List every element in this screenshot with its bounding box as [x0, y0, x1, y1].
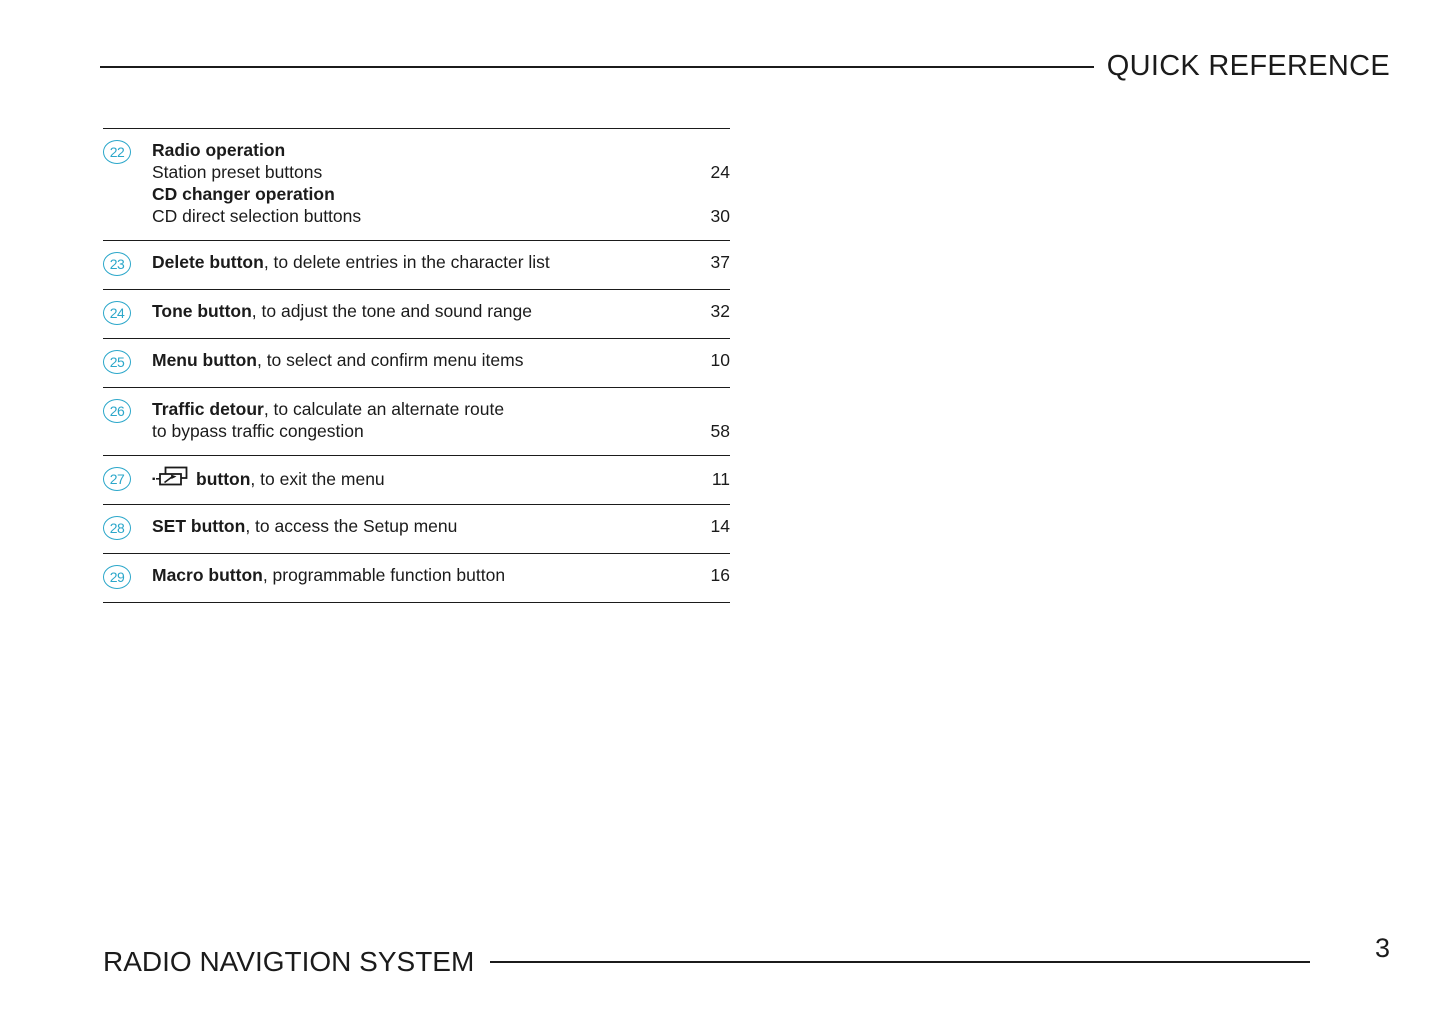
circled-number-badge: [103, 350, 131, 374]
ref-column: [103, 398, 152, 442]
entry-page-number: 24: [710, 162, 730, 182]
row-body: [152, 139, 730, 227]
table-row-22: [103, 128, 730, 240]
row-body: [152, 251, 730, 276]
ref-column: [103, 251, 152, 276]
entry-title: CD changer operation: [152, 184, 335, 204]
table-row-23: [103, 240, 730, 289]
entry-line: [152, 139, 730, 161]
entry-text: to bypass traffic congestion: [152, 421, 364, 441]
ref-number: 22: [109, 144, 125, 160]
entry-text: CD direct selection buttons: [152, 206, 362, 226]
circled-number-badge: [103, 516, 131, 540]
entry-line: [152, 564, 730, 586]
ref-number: 23: [109, 256, 125, 272]
entry-line: [152, 349, 730, 371]
page-footer: [103, 946, 1310, 978]
table-row-25: [103, 338, 730, 387]
entry-title: Menu button: [152, 350, 257, 370]
reference-table: [103, 128, 730, 603]
entry-page-number: 11: [711, 469, 730, 489]
table-row-26: [103, 387, 730, 455]
header-rule: [100, 66, 1094, 68]
entry-title: Traffic detour: [152, 399, 264, 419]
entry-line: [152, 251, 730, 273]
table-row-29: [103, 553, 730, 602]
entry-title: SET button: [152, 516, 246, 536]
ref-number: 28: [109, 520, 125, 536]
ref-column: [103, 139, 152, 227]
ref-column: [103, 564, 152, 589]
entry-text: , programmable function button: [262, 565, 506, 585]
circled-number-badge: [103, 467, 131, 491]
entry-line: [152, 300, 730, 322]
entry-page-number: 14: [710, 516, 730, 536]
entry-text: , to calculate an alternate route: [263, 399, 505, 419]
page-number: 3: [1374, 933, 1390, 963]
circled-number-badge: [103, 399, 131, 423]
row-body: [152, 349, 730, 374]
entry-page-number: 16: [710, 565, 730, 585]
row-body: [152, 515, 730, 540]
page-title: QUICK REFERENCE: [1106, 50, 1390, 82]
ref-number: 29: [109, 569, 125, 585]
entry-line: [152, 398, 730, 420]
entry-text: , to delete entries in the character list: [263, 252, 550, 272]
entry-line: [152, 515, 730, 537]
entry-page-number: 58: [710, 421, 730, 441]
entry-page-number: 32: [710, 301, 730, 321]
table-row-24: [103, 289, 730, 338]
entry-text: , to adjust the tone and sound range: [251, 301, 532, 321]
table-row-28: [103, 504, 730, 553]
ref-column: [103, 515, 152, 540]
entry-page-number: 30: [710, 206, 730, 226]
entry-title: Macro button: [152, 565, 263, 585]
entry-title: Tone button: [152, 301, 252, 321]
ref-number: 26: [109, 403, 125, 419]
circled-number-badge: [103, 140, 131, 164]
footer-title: RADIO NAVIGTION SYSTEM: [103, 946, 475, 977]
ref-number: 25: [109, 354, 125, 370]
entry-text: , to exit the menu: [250, 469, 385, 489]
footer-rule: [490, 961, 1310, 963]
entry-line: [152, 205, 730, 227]
entry-title: button: [196, 469, 251, 489]
ref-column: [103, 349, 152, 374]
entry-text: , to access the Setup menu: [245, 516, 458, 536]
entry-page-number: 10: [710, 350, 730, 370]
exit-menu-icon: [152, 466, 190, 489]
entry-line: [152, 183, 730, 205]
circled-number-badge: [103, 565, 131, 589]
page-header: [100, 50, 1390, 83]
ref-number: 24: [109, 305, 125, 321]
entry-title: Radio operation: [152, 140, 286, 160]
entry-text: , to select and confirm menu items: [256, 350, 524, 370]
row-body: [152, 564, 730, 589]
entry-text: Station preset buttons: [152, 162, 323, 182]
ref-column: [103, 300, 152, 325]
row-body: [152, 398, 730, 442]
row-body: [152, 300, 730, 325]
entry-page-number: 37: [710, 252, 730, 272]
ref-column: [103, 466, 152, 491]
circled-number-badge: [103, 252, 131, 276]
entry-title: Delete button: [152, 252, 264, 272]
circled-number-badge: [103, 301, 131, 325]
entry-line: [152, 466, 730, 490]
table-row-27: [103, 455, 730, 504]
row-body: [152, 466, 730, 491]
entry-line: [152, 420, 730, 442]
entry-line: [152, 161, 730, 183]
ref-number: 27: [109, 471, 125, 487]
